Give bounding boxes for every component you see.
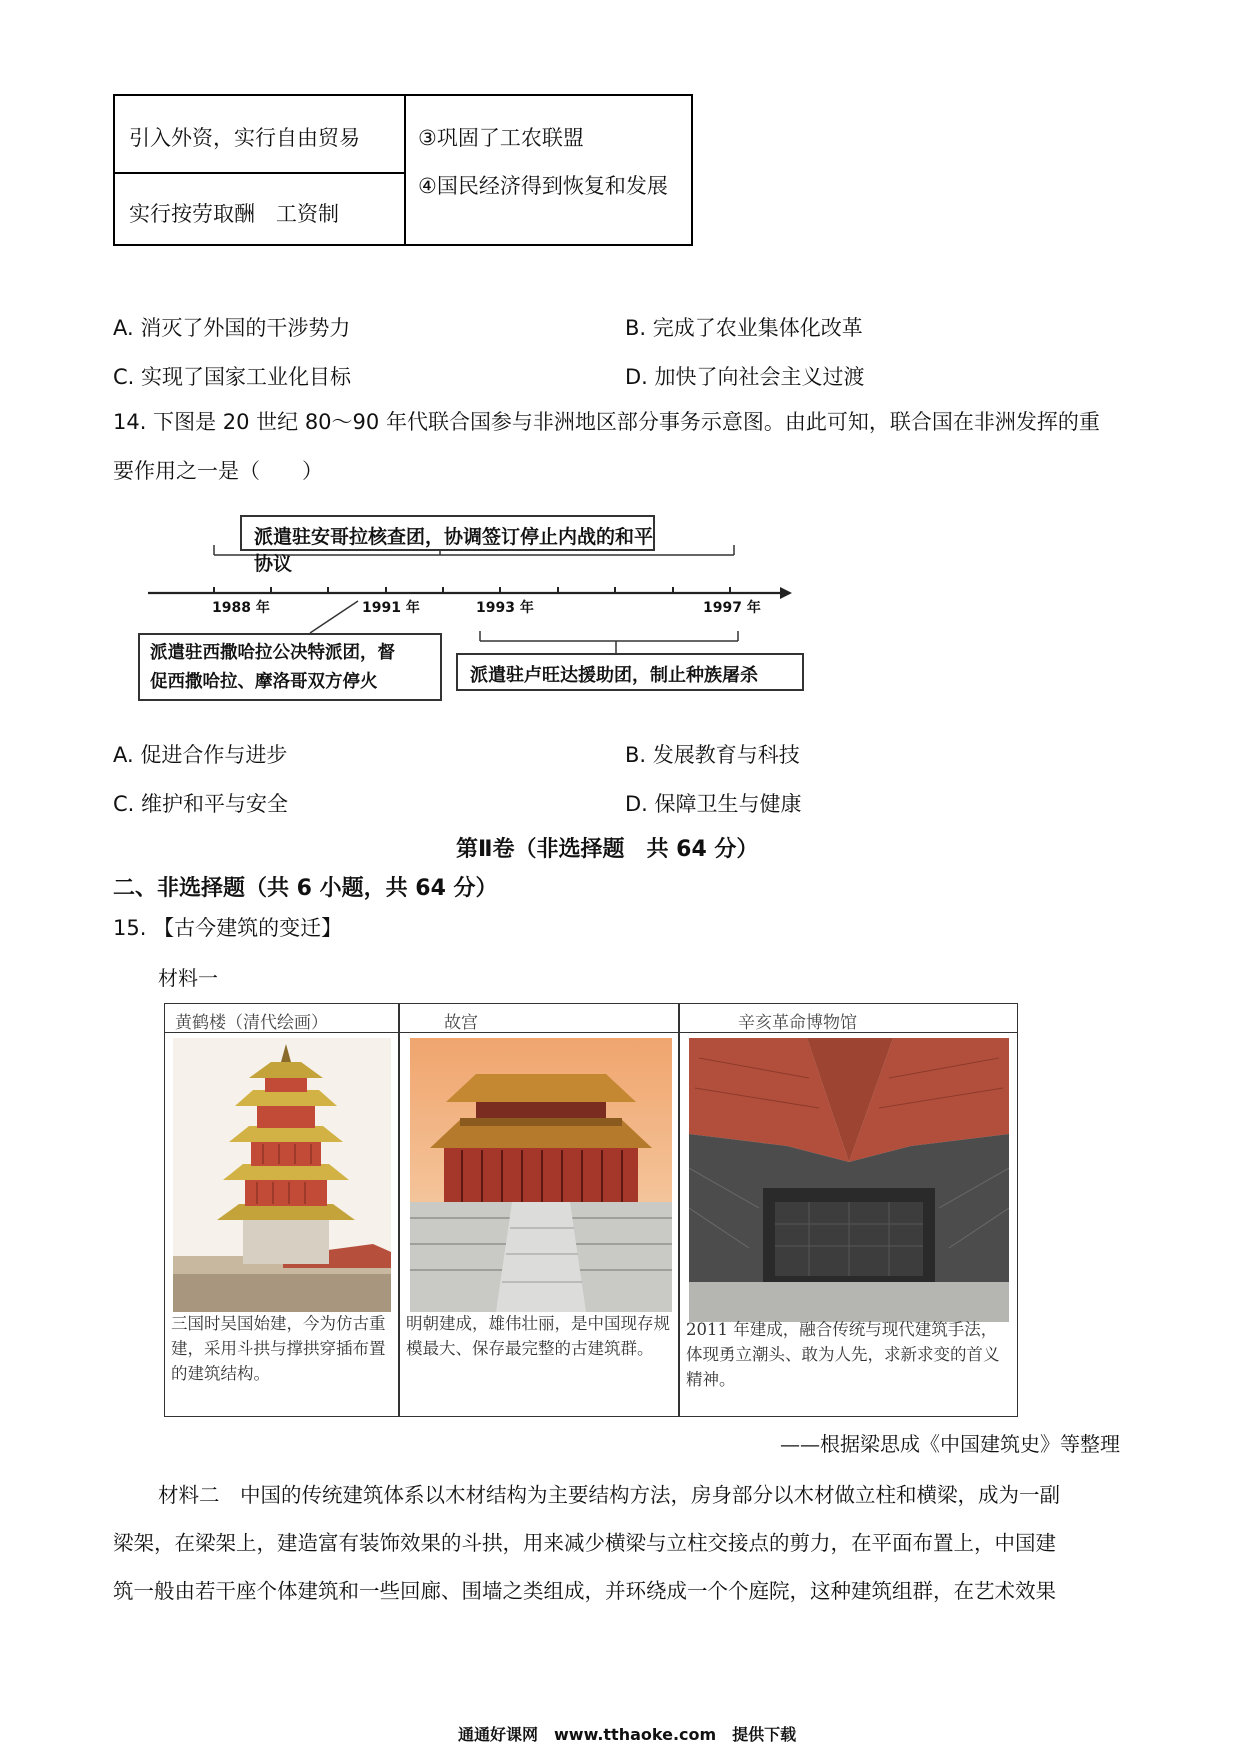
column-header: 故宫 [400,1004,678,1033]
table-column [165,1004,398,1416]
option-b: B. 完成了农业集体化改革 [625,316,863,340]
option-a: A. 促进合作与进步 [113,743,288,767]
architecture-table [164,1003,1018,1417]
table-cell: 引入外资，实行自由贸易 [129,126,360,150]
policy-table [113,94,693,246]
option-d: D. 加快了向社会主义过渡 [625,365,865,389]
material-2-text: 梁架，在梁架上，建造富有装饰效果的斗拱，用来减少横梁与立柱交接点的剪力，在平面布置上，中国建 [113,1531,1056,1555]
timeline-event-angola: 派遣驻安哥拉核查团，协调签订停止内战的和平协议 [240,515,655,551]
timeline-event-rwanda: 派遣驻卢旺达援助团，制止种族屠杀 [456,653,804,691]
timeline-year: 1991 年 [362,600,420,616]
un-africa-timeline [140,505,800,705]
option-c: C. 实现了国家工业化目标 [113,365,352,389]
timeline-event-text: 促西撒哈拉、摩洛哥双方停火 [150,672,378,692]
volume-title: 第Ⅱ卷（非选择题 共 64 分） [456,837,759,862]
yellow-crane-tower-image [173,1038,391,1312]
question-14-stem: 14. 下图是 20 世纪 80～90 年代联合国参与非洲地区部分事务示意图。由此可知，联合国在非洲发挥的重 [113,410,1100,434]
table-column [400,1004,678,1416]
column-caption: 明朝建成，雄伟壮丽，是中国现存规模最大、保存最完整的古建筑群。 [406,1314,670,1358]
page-footer: 通通好课网 www.tthaoke.com 提供下载 [458,1725,797,1744]
column-header: 黄鹤楼（清代绘画） [165,1004,398,1033]
timeline-year: 1993 年 [476,600,534,616]
column-header: 辛亥革命博物馆 [680,1004,1017,1033]
option-c: C. 维护和平与安全 [113,792,289,816]
column-caption: 三国时吴国始建，今为仿古重建，采用斗拱与撑拱穿插布置的建筑结构。 [171,1314,386,1383]
table-cell: ③巩固了工农联盟 [418,126,584,150]
revolution-museum-image [689,1038,1009,1322]
timeline-event-western-sahara [138,633,442,701]
timeline-year: 1997 年 [703,600,761,616]
question-14-stem: 要作用之一是（ ） [113,459,323,483]
timeline-event-text: 派遣驻西撒哈拉公决特派团，督 [150,643,395,663]
table-divider [115,172,404,174]
forbidden-city-image [410,1038,672,1312]
question-15-title: 15. 【古今建筑的变迁】 [113,916,343,940]
part-title: 二、非选择题（共 6 小题，共 64 分） [113,876,498,901]
material-2-text: 材料二 中国的传统建筑体系以木材结构为主要结构方法，房身部分以木材做立柱和横梁，成为一副 [158,1483,1060,1507]
material-1-label: 材料一 [158,966,218,990]
option-a: A. 消灭了外国的干涉势力 [113,316,351,340]
option-b: B. 发展教育与科技 [625,743,800,767]
option-d: D. 保障卫生与健康 [625,792,802,816]
source-citation: ——根据梁思成《中国建筑史》等整理 [780,1432,1120,1456]
column-caption: 2011 年建成，融合传统与现代建筑手法，体现勇立潮头、敢为人先，求新求变的首义精神。 [686,1320,1000,1389]
table-cell: 实行按劳取酬 工资制 [129,202,339,226]
timeline-year: 1988 年 [212,600,270,616]
table-cell: ④国民经济得到恢复和发展 [418,174,668,198]
table-column [680,1004,1017,1416]
material-2-text: 筑一般由若干座个体建筑和一些回廊、围墙之类组成，并环绕成一个个庭院，这种建筑组群，在艺术效果 [113,1579,1056,1603]
table-divider [404,96,406,244]
